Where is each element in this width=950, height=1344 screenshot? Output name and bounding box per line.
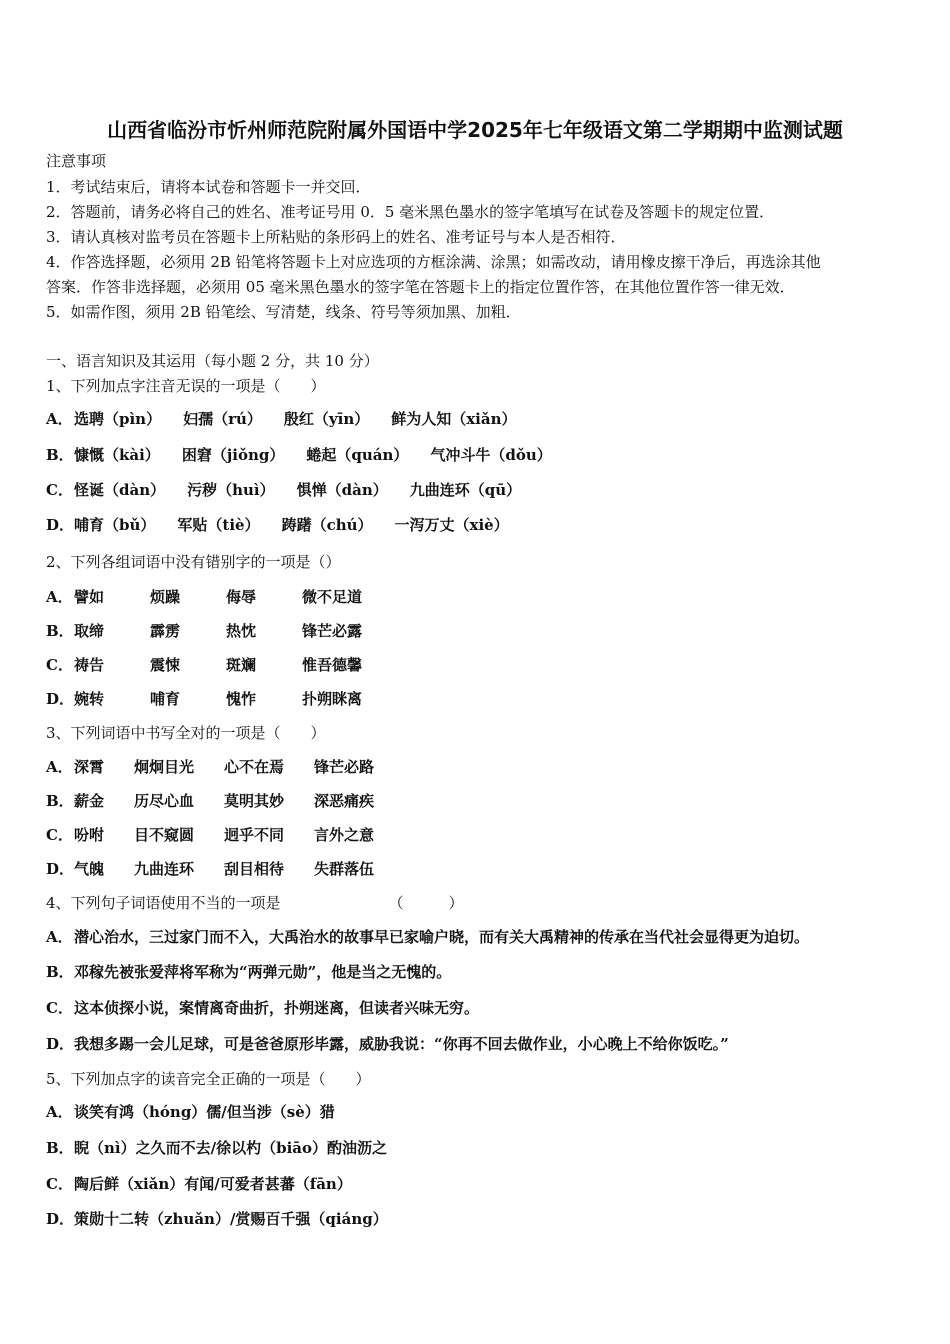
option-label: B． — [46, 446, 74, 464]
q4-option-c — [46, 998, 479, 1018]
option-item: 取缔 — [74, 622, 105, 640]
option-item: 一泻万丈（xiè） — [394, 516, 509, 534]
option-label: D． — [46, 690, 75, 708]
q1-option-b — [46, 445, 574, 465]
q5-option-a — [46, 1102, 335, 1122]
option-text: 谈笑有鸿（hóng）儒/但当涉（sè）猎 — [74, 1103, 335, 1121]
option-text: 睨（nì）之久而不去/徐以杓（biāo）酌油沥之 — [74, 1139, 387, 1157]
question-2-stem: 2、下列各组词语中没有错别字的一项是（） — [46, 553, 341, 571]
option-item: 踌躇（chú） — [281, 516, 373, 534]
option-item: 吩咐 — [74, 826, 105, 844]
option-item: 薪金 — [74, 792, 105, 810]
question-5-stem: 5、下列加点字的读音完全正确的一项是（ ） — [46, 1070, 371, 1088]
option-item: 哺育（bǔ） — [74, 516, 156, 534]
option-item: 气冲斗牛（dǒu） — [430, 446, 552, 464]
option-item: 困窘（jiǒng） — [181, 446, 285, 464]
q1-option-d — [46, 515, 531, 535]
option-item: 热忱 — [226, 622, 257, 640]
option-label: B． — [46, 963, 74, 981]
q1-option-c — [46, 480, 543, 500]
option-text: 陶后鲜（xiǎn）有闻/可爱者甚蕃（fān） — [74, 1175, 352, 1193]
option-label: A． — [46, 928, 73, 946]
option-item: 微不足道 — [302, 588, 363, 606]
option-item: 侮辱 — [226, 588, 257, 606]
option-item: 刮目相待 — [224, 860, 285, 878]
q4-option-d — [46, 1034, 729, 1054]
q5-option-c — [46, 1174, 352, 1194]
option-text: 我想多踢一会儿足球，可是爸爸原形毕露，威胁我说：“你再不回去做作业，小心晚上不给你饭吃。” — [74, 1035, 729, 1053]
q2-option-d — [46, 689, 362, 709]
option-item: 怪诞（dàn） — [74, 481, 166, 499]
notice-line: 5．如需作图，须用 2B 铅笔绘、写清楚，线条、符号等须加黑、加粗． — [46, 303, 521, 321]
q3-option-b — [46, 791, 404, 811]
option-label: C． — [46, 999, 73, 1017]
option-label: A． — [46, 588, 73, 606]
question-3-stem: 3、下列词语中书写全对的一项是（ ） — [46, 724, 326, 742]
option-label: A． — [46, 758, 73, 776]
option-item: 炯炯目光 — [134, 758, 195, 776]
answer-paren: （ ） — [388, 894, 464, 912]
question-4-stem — [46, 893, 464, 913]
option-item: 气魄 — [74, 860, 105, 878]
option-label: D． — [46, 1035, 75, 1053]
option-label: C． — [46, 826, 73, 844]
option-text: 邓稼先被张爱萍将军称为“两弹元勋”，他是当之无愧的。 — [74, 963, 452, 981]
option-label: A． — [46, 410, 73, 428]
option-item: 譬如 — [74, 588, 105, 606]
question-1-stem: 1、下列加点字注音无误的一项是（ ） — [46, 377, 326, 395]
option-item: 污秽（huì） — [187, 481, 275, 499]
option-label: B． — [46, 1139, 74, 1157]
q5-option-d — [46, 1209, 388, 1229]
option-item: 震悚 — [150, 656, 181, 674]
option-item: 鲜为人知（xiǎn） — [391, 410, 517, 428]
notice-line: 1．考试结束后，请将本试卷和答题卡一并交回． — [46, 178, 371, 196]
option-item: 蜷起（quán） — [306, 446, 409, 464]
option-item: 锋芒必路 — [314, 758, 375, 776]
notice-line: 2．答题前，请务必将自己的姓名、准考证号用 0．5 毫米黑色墨水的签字笔填写在试卷及答题卡的规定位置． — [46, 203, 775, 221]
section-heading: 一、语言知识及其运用（每小题 2 分，共 10 分） — [46, 352, 379, 370]
option-label: B． — [46, 792, 74, 810]
option-item: 九曲连环（qū） — [409, 481, 522, 499]
option-item: 祷告 — [74, 656, 105, 674]
q3-option-d — [46, 859, 404, 879]
option-item: 军贴（tiè） — [177, 516, 260, 534]
option-label: C． — [46, 1175, 73, 1193]
notice-line: 3．请认真核对监考员在答题卡上所粘贴的条形码上的姓名、准考证号与本人是否相符． — [46, 228, 626, 246]
option-item: 扑朔眯离 — [302, 690, 363, 708]
option-item: 心不在焉 — [224, 758, 285, 776]
option-item: 霹雳 — [150, 622, 181, 640]
option-item: 惧惮（dàn） — [296, 481, 388, 499]
option-text: 潜心治水，三过家门而不入，大禹治水的故事早已家喻户晓，而有关大禹精神的传承在当代社会显得更为迫切。 — [74, 928, 810, 946]
option-label: B． — [46, 622, 74, 640]
option-item: 烦躁 — [150, 588, 181, 606]
notice-heading: 注意事项 — [46, 152, 107, 170]
notice-line: 答案．作答非选择题，必须用 05 毫米黑色墨水的签字笔在答题卡上的指定位置作答，在其他位置作答一律无效． — [46, 278, 795, 296]
q5-option-b — [46, 1138, 387, 1158]
option-item: 深恶痛疾 — [314, 792, 375, 810]
question-4-text: 4、下列句子词语使用不当的一项是 — [46, 894, 281, 912]
option-item: 言外之意 — [314, 826, 375, 844]
option-label: D． — [46, 1210, 75, 1228]
option-label: D． — [46, 516, 75, 534]
option-item: 斑斓 — [226, 656, 257, 674]
option-item: 目不窥圆 — [134, 826, 195, 844]
q3-option-a — [46, 757, 404, 777]
option-item: 婉转 — [74, 690, 105, 708]
q1-option-a — [46, 409, 539, 429]
option-item: 深霄 — [74, 758, 105, 776]
option-item: 迥乎不同 — [224, 826, 285, 844]
option-item: 愧怍 — [226, 690, 257, 708]
q2-option-b — [46, 621, 362, 641]
option-item: 历尽心血 — [134, 792, 195, 810]
option-text: 这本侦探小说，案情离奇曲折，扑朔迷离，但读者兴味无穷。 — [74, 999, 480, 1017]
option-item: 慷慨（kài） — [74, 446, 160, 464]
option-item: 选聘（pìn） — [74, 410, 162, 428]
q2-option-a — [46, 587, 362, 607]
option-item: 殷红（yīn） — [283, 410, 370, 428]
notice-line: 4．作答选择题，必须用 2B 铅笔将答题卡上对应选项的方框涂满、涂黑；如需改动，请用橡皮擦干净后，再选涂其他 — [46, 253, 821, 271]
q3-option-c — [46, 825, 404, 845]
option-label: C． — [46, 656, 73, 674]
option-item: 惟吾德馨 — [302, 656, 363, 674]
page-title: 山西省临汾市忻州师范院附属外国语中学2025年七年级语文第二学期期中监测试题 — [107, 118, 843, 142]
option-item: 锋芒必露 — [302, 622, 363, 640]
q2-option-c — [46, 655, 362, 675]
option-item: 妇孺（rú） — [183, 410, 262, 428]
option-item: 九曲连环 — [134, 860, 195, 878]
option-text: 策勋十二转（zhuǎn）/赏赐百千强（qiáng） — [74, 1210, 388, 1228]
option-label: A． — [46, 1103, 73, 1121]
option-item: 失群落伍 — [314, 860, 375, 878]
option-item: 哺育 — [150, 690, 181, 708]
q4-option-a — [46, 927, 809, 947]
q4-option-b — [46, 962, 451, 982]
option-label: C． — [46, 481, 73, 499]
option-label: D． — [46, 860, 75, 878]
option-item: 莫明其妙 — [224, 792, 285, 810]
